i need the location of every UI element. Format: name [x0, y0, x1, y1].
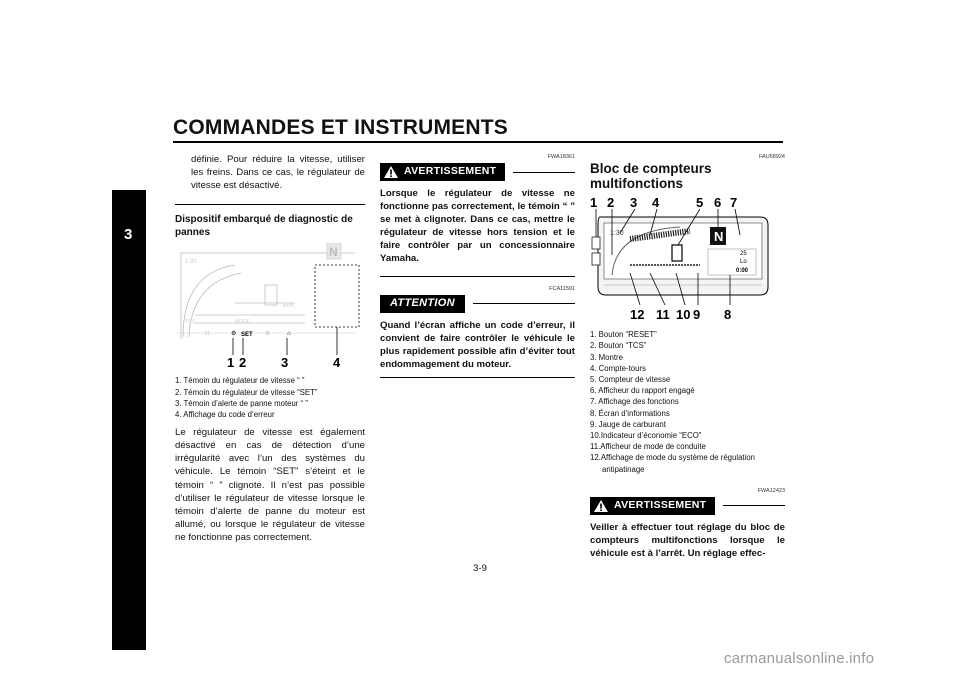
callout-12: 12	[630, 307, 645, 321]
attention-reference: FCA11591	[549, 285, 575, 292]
legend-item: 10.Indicateur d’économie “ECO”	[590, 430, 702, 440]
legend-item: 12.Affichage de mode du système de régulation antipatinage	[590, 453, 755, 474]
callout-2: 2	[239, 355, 247, 368]
callout-2: 2	[607, 195, 615, 210]
legend-item: 2. Bouton “TCS”	[590, 341, 647, 351]
warning-text-2: Veiller à effectuer tout réglage du bloc de compteurs multifonctions lorsque le véhicule est à l’arrêt. Un réglage effec-	[590, 521, 785, 559]
divider	[380, 377, 575, 378]
warning-triangle-icon	[594, 500, 608, 512]
warning-banner	[380, 163, 575, 181]
legend-item: 7. Affichage des fonctions	[590, 397, 679, 407]
section-reference: FAU58924	[759, 154, 785, 160]
legend-item: 3. Témoin d’alerte de panne moteur “ ”	[175, 398, 308, 408]
indicator-row	[175, 330, 355, 338]
column-2	[380, 153, 575, 384]
callout-1: 1	[227, 355, 235, 368]
meter-legend	[590, 329, 785, 475]
diagnostic-legend	[175, 375, 365, 420]
page-number: 3-9	[473, 563, 487, 574]
callout-3: 3	[281, 355, 289, 368]
callout-3: 3	[630, 195, 638, 210]
diagnostic-paragraph: Le régulateur de vitesse est également désactivé en cas de détection d’une irrégularité avec l’un des systèmes du véhicule. Le témoin “SET” s’éteint et le témoin “ ” clignote. Il n’est pas possible d’utiliser le régulateur de vitesse lorsque le témoin d’alerte de panne du moteur est allumé, ou lorsque le régulateur de vitesse ne fonctionne pas correctement.	[175, 427, 365, 543]
callout-9: 9	[693, 307, 701, 321]
legend-item: 1. Bouton “RESET”	[590, 330, 657, 340]
callout-11: 11	[656, 307, 670, 321]
svg-text:MODE: MODE	[235, 319, 250, 326]
svg-text:⊕: ⊕	[265, 331, 271, 338]
set-indicator: SET	[241, 332, 253, 339]
diagnostic-figure	[175, 243, 365, 371]
divider	[175, 204, 365, 205]
callout-1: 1	[590, 195, 598, 210]
section-title: Bloc de compteurs multifonctions	[590, 161, 712, 191]
callout-6: 6	[714, 195, 722, 210]
callout-5: 5	[696, 195, 704, 210]
chapter-number: 3	[124, 226, 133, 243]
svg-text:km/h: km/h	[283, 303, 294, 310]
legend-item: 3. Montre	[590, 352, 623, 362]
callout-8: 8	[724, 307, 732, 321]
callout-4: 4	[333, 355, 341, 368]
legend-item: 6. Afficheur du rapport engagé	[590, 386, 695, 396]
warning-text: Lorsque le régulateur de vitesse ne fonctionne pas correctement, le témoin “ ” se met à clignoter. Dans ce cas, mettre le régulateur de vitesse hors tension et le faire contrôler par un concessionnaire Yamaha.	[380, 188, 575, 265]
multifunction-meter-figure	[590, 195, 785, 325]
attention-text: Quand l’écran affiche un code d’erreur, il convient de faire contrôler le véhicule le plus rapidement possible afin d’éviter tout endommagement du moteur.	[380, 319, 575, 370]
legend-item: 4. Compte-tours	[590, 363, 646, 373]
callout-4: 4	[652, 195, 660, 210]
meter-housing	[592, 217, 768, 295]
svg-text:Lo: Lo	[740, 259, 747, 265]
column-1	[175, 153, 365, 544]
svg-text:N: N	[205, 331, 210, 338]
legend-item: 5. Compteur de vitesse	[590, 374, 671, 384]
divider	[380, 276, 575, 277]
attention-label: ATTENTION	[380, 295, 465, 313]
svg-text:⌂: ⌂	[287, 331, 291, 338]
svg-text:1:30: 1:30	[610, 230, 624, 237]
legend-item: 9. Jauge de carburant	[590, 419, 666, 429]
legend-item: 1. Témoin du régulateur de vitesse “ ”	[175, 376, 305, 386]
svg-text:25: 25	[740, 251, 747, 257]
svg-text:⚙: ⚙	[231, 331, 237, 338]
diagnostic-heading: Dispositif embarqué de diagnostic de pannes	[175, 214, 353, 239]
intro-paragraph: définie. Pour réduire la vitesse, utiliser les freins. Dans ce cas, le régulateur de vitesse est désactivé.	[191, 154, 365, 192]
error-code-display	[315, 243, 359, 327]
callout-7: 7	[730, 195, 738, 210]
warning-label: AVERTISSEMENT	[404, 165, 497, 178]
legend-item: 11.Afficheur de mode de conduite	[590, 442, 706, 452]
column-3	[590, 153, 785, 560]
svg-text:N: N	[714, 229, 724, 244]
page-title: COMMANDES ET INSTRUMENTS	[173, 116, 508, 139]
warning-triangle-icon	[384, 166, 398, 178]
callout-10: 10	[676, 307, 691, 321]
warning-reference-2: FWA12423	[757, 487, 785, 494]
legend-item: 4. Affichage du code d’erreur	[175, 409, 275, 419]
svg-text:1:30: 1:30	[185, 259, 197, 266]
warning-banner-2	[590, 497, 785, 515]
warning-reference: FWA18361	[547, 154, 575, 160]
warning-label: AVERTISSEMENT	[614, 499, 707, 512]
attention-banner	[380, 295, 575, 313]
svg-text:0:00: 0:00	[736, 268, 749, 274]
svg-text:TCS: TCS	[185, 319, 195, 326]
legend-item: 8. Écran d’informations	[590, 408, 670, 418]
watermark[interactable]: carmanualsonline.info	[724, 650, 875, 667]
title-rule	[173, 141, 783, 143]
legend-item: 2. Témoin du régulateur de vitesse “SET”	[175, 387, 318, 397]
meter-unit-illustration	[590, 195, 785, 321]
instrument-panel-illustration	[175, 243, 365, 367]
svg-text:N: N	[329, 245, 338, 260]
chapter-tab	[112, 190, 146, 650]
